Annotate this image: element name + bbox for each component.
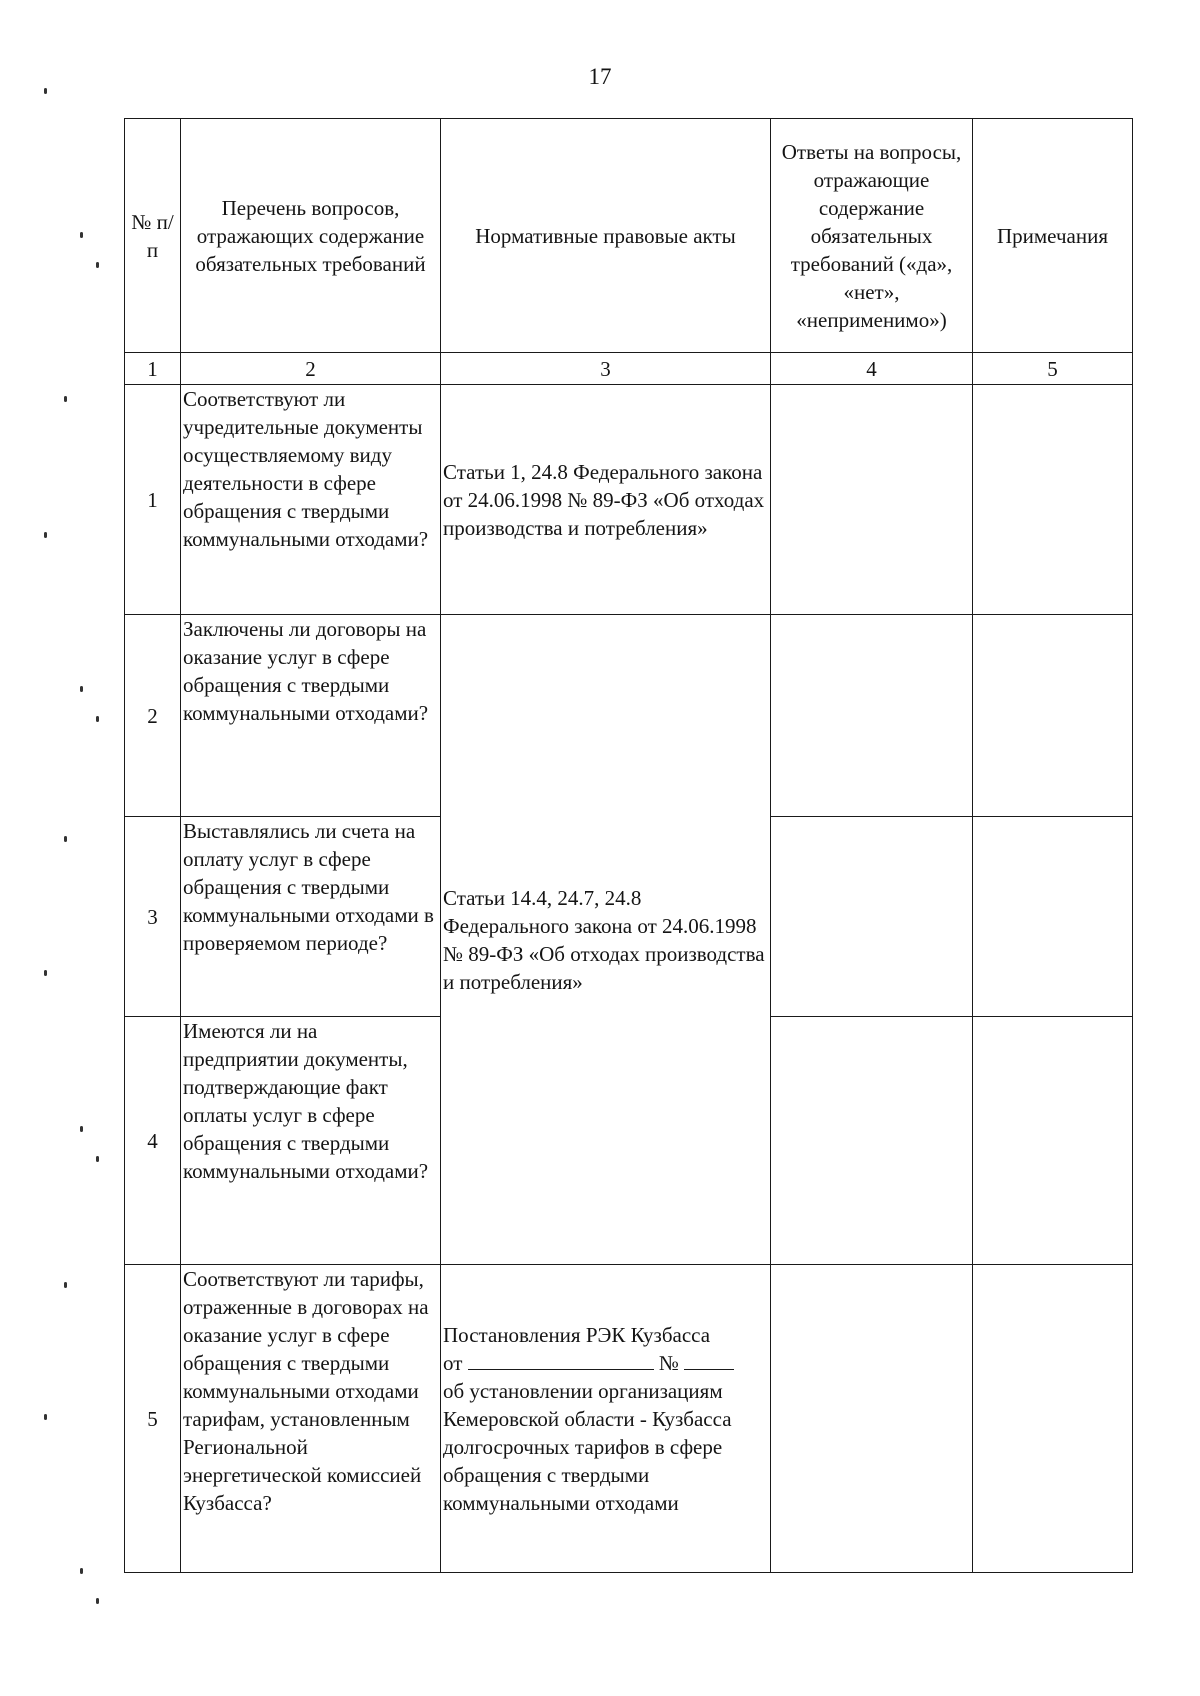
requirements-table xyxy=(124,118,1133,1573)
answer-cell xyxy=(771,615,973,817)
row-number: 1 xyxy=(125,385,181,615)
answer-cell xyxy=(771,1265,973,1573)
note-cell xyxy=(973,817,1133,1017)
column-number-row xyxy=(125,353,1133,385)
act-date-blank xyxy=(468,1351,654,1370)
act-number-blank xyxy=(684,1351,734,1370)
normative-act-cell: Статьи 14.4, 24.7, 24.8 Федерального закона от 24.06.1998 № 89-ФЗ «Об отходах производства и потребления» xyxy=(441,615,771,1265)
row-number: 2 xyxy=(125,615,181,817)
note-cell xyxy=(973,1265,1133,1573)
header-row xyxy=(125,119,1133,353)
table-row xyxy=(125,1265,1133,1573)
header-acts: Нормативные правовые акты xyxy=(441,119,771,353)
row-number: 5 xyxy=(125,1265,181,1573)
note-cell xyxy=(973,615,1133,817)
question-cell: Имеются ли на предприятии документы, подтверждающие факт оплаты услуг в сфере обращения с твердыми коммунальными отходами? xyxy=(181,1017,441,1265)
page-number: 17 xyxy=(588,64,612,89)
act-title: Постановления РЭК Кузбасса xyxy=(443,1322,711,1347)
note-cell xyxy=(973,385,1133,615)
column-number: 1 xyxy=(125,353,181,385)
question-cell: Соответствуют ли учредительные документы осуществляемому виду деятельности в сфере обращения с твердыми коммунальными отходами? xyxy=(181,385,441,615)
question-cell: Заключены ли договоры на оказание услуг в сфере обращения с твердыми коммунальными отходами? xyxy=(181,615,441,817)
column-number: 2 xyxy=(181,353,441,385)
header-questions: Перечень вопросов, отражающих содержание обязательных требований xyxy=(181,119,441,353)
answer-cell xyxy=(771,385,973,615)
row-number: 4 xyxy=(125,1017,181,1265)
act-description: об установлении организациям Кемеровской области - Кузбасса долгосрочных тарифов в сфере обращения с твердыми коммунальными отходами xyxy=(443,1378,732,1515)
table-row xyxy=(125,615,1133,817)
table-row xyxy=(125,385,1133,615)
column-number: 3 xyxy=(441,353,771,385)
header-number: № п/п xyxy=(125,119,181,353)
column-number: 4 xyxy=(771,353,973,385)
note-cell xyxy=(973,1017,1133,1265)
question-cell: Соответствуют ли тарифы, отраженные в договорах на оказание услуг в сфере обращения с твердыми коммунальными отходами тарифам, установленным Региональной энергетической комиссией Кузбасса? xyxy=(181,1265,441,1573)
normative-act-cell xyxy=(441,1265,771,1573)
column-number: 5 xyxy=(973,353,1133,385)
header-notes: Примечания xyxy=(973,119,1133,353)
header-answers: Ответы на вопросы, отражающие содержание обязательных требований («да», «нет», «неприменимо») xyxy=(771,119,973,353)
question-cell: Выставлялись ли счета на оплату услуг в сфере обращения с твердыми коммунальными отходами в проверяемом периоде? xyxy=(181,817,441,1017)
row-number: 3 xyxy=(125,817,181,1017)
act-from-label: от xyxy=(443,1350,463,1375)
normative-act-cell: Статьи 1, 24.8 Федерального закона от 24.06.1998 № 89-ФЗ «Об отходах производства и потребления» xyxy=(441,385,771,615)
answer-cell xyxy=(771,1017,973,1265)
answer-cell xyxy=(771,817,973,1017)
act-number-label: № xyxy=(658,1350,679,1375)
